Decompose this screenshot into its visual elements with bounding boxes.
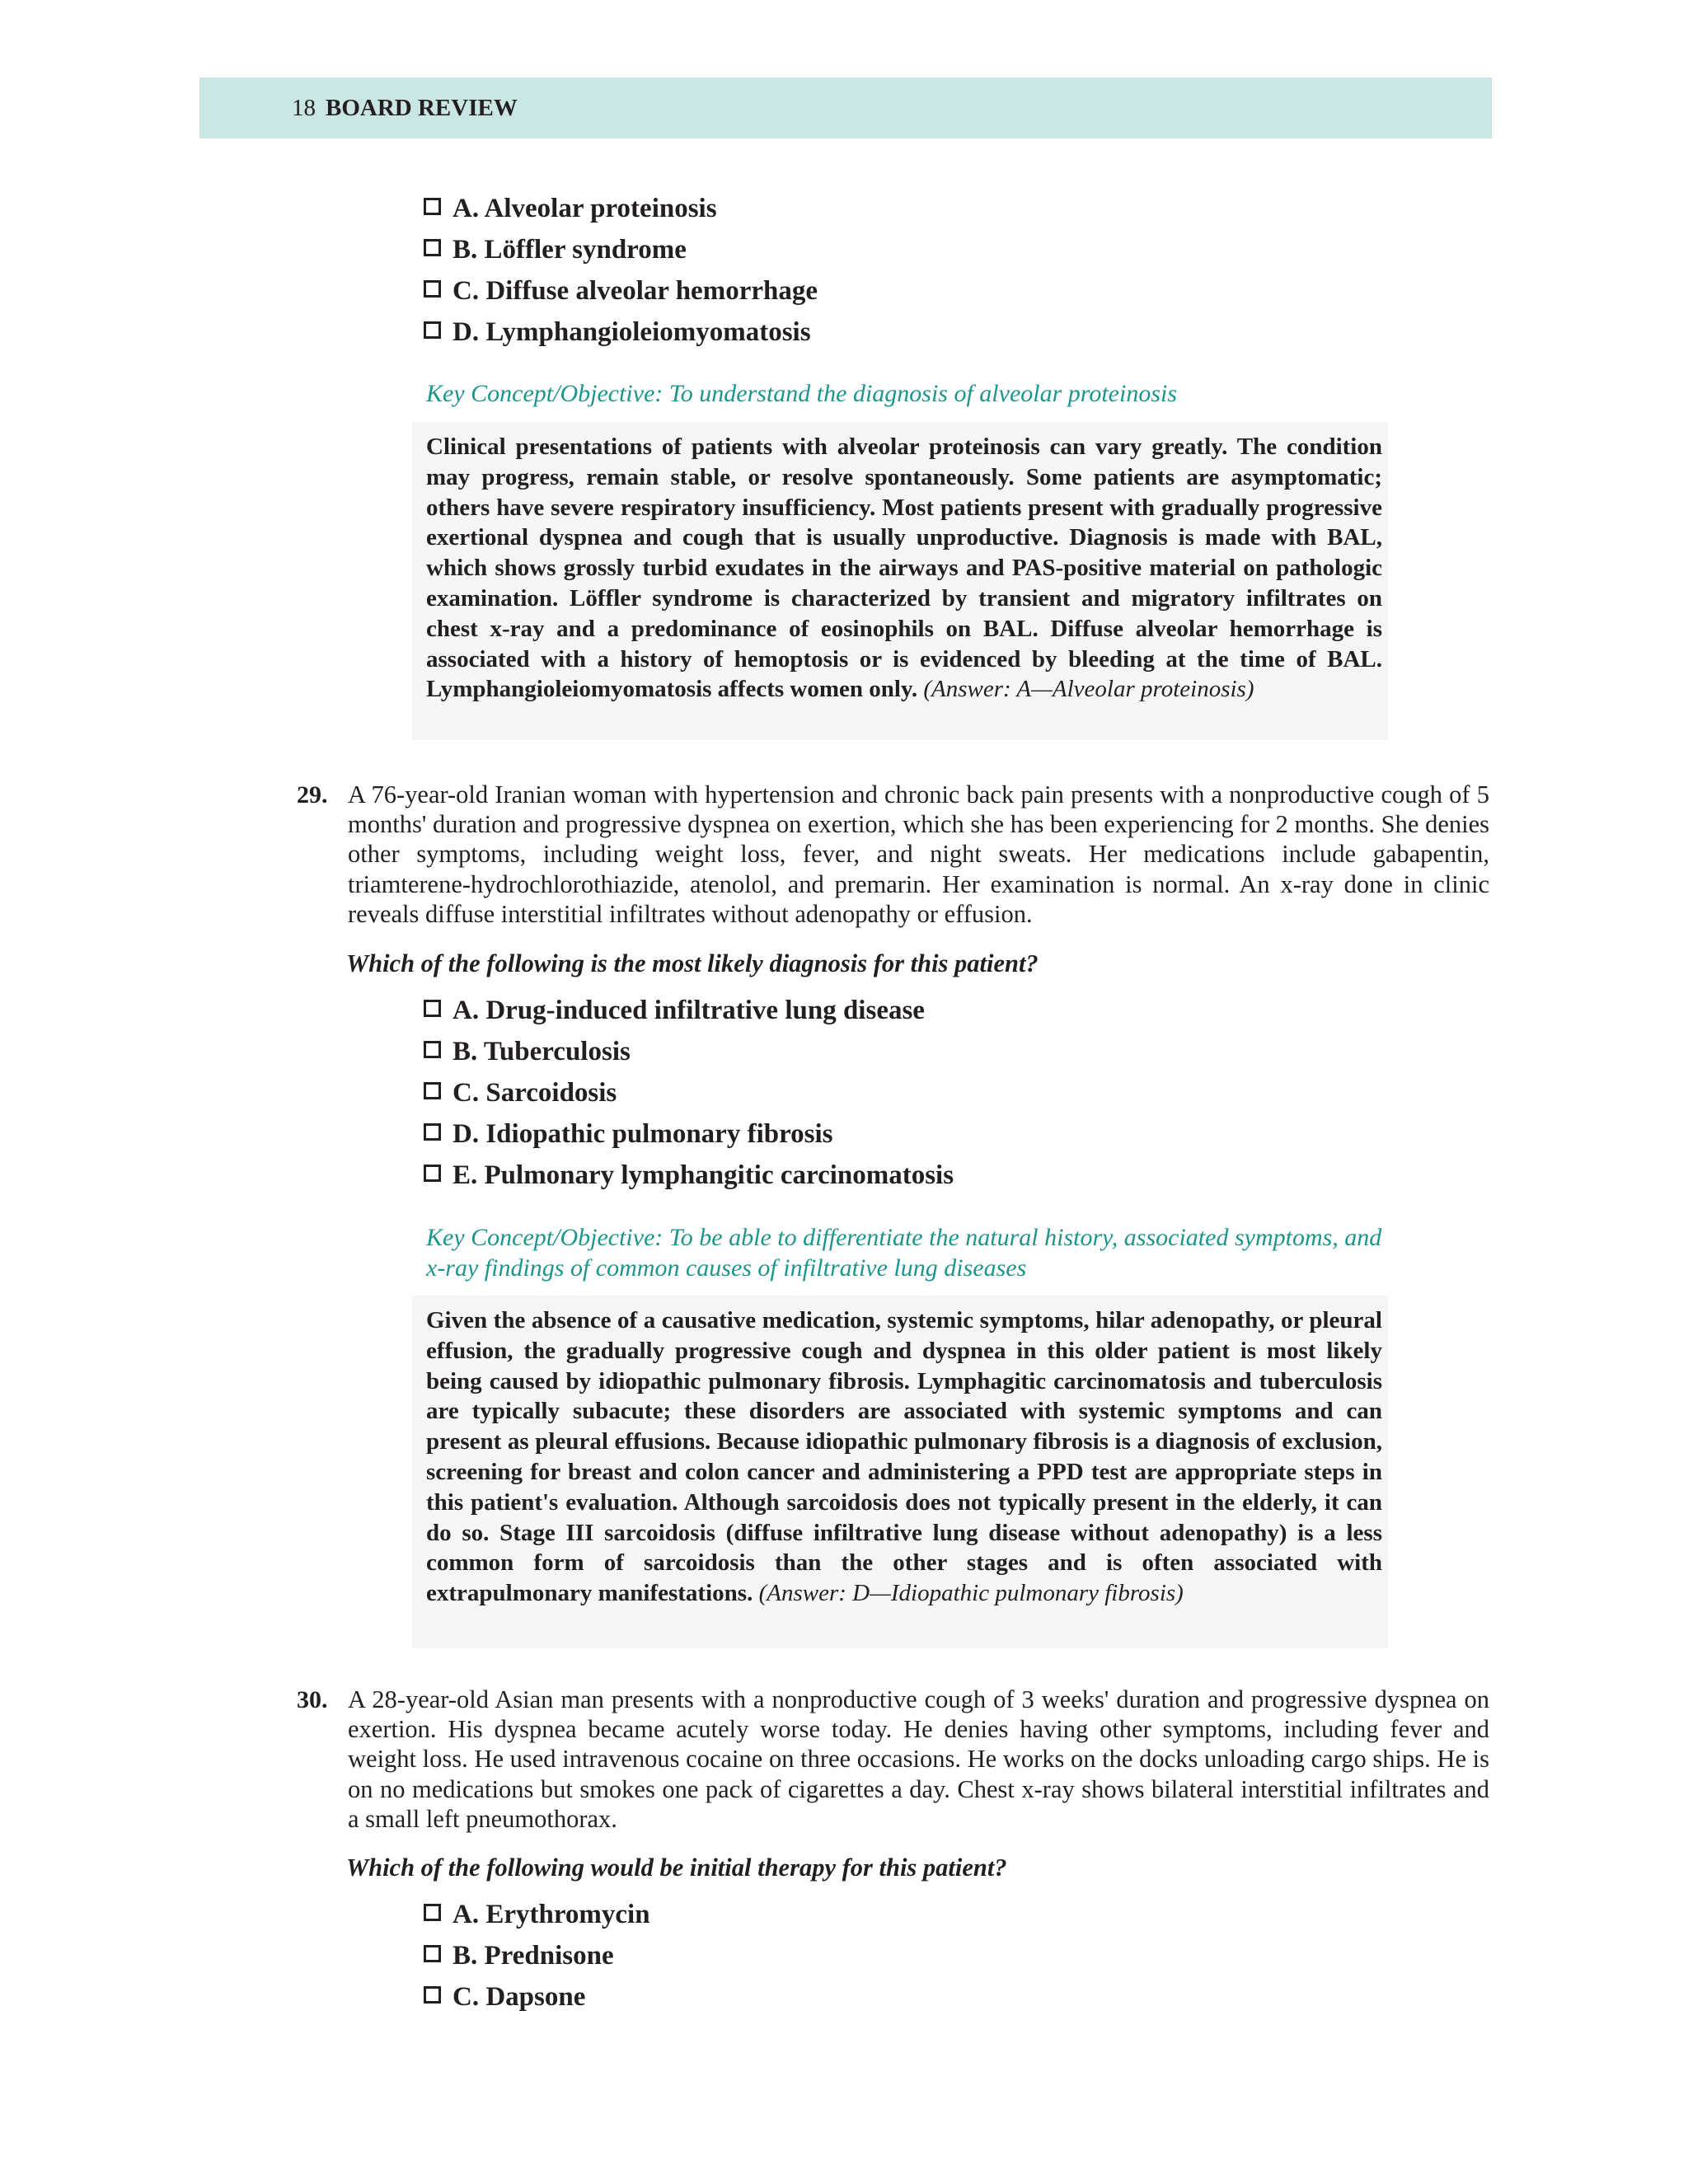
explanation-text: Given the absence of a causative medication, systemic symptoms, hilar adenopathy, or pleural effusion, the gradually progressive cough and dyspnea in this older patient is most likely being caused by idiopathic pulmonary fibrosis. Lymphagitic carcinomatosis and tuberculosis are typically subacute; these disorders are associated with systemic symptoms and can present as pleural effusions. Because idiopathic pulmonary fibrosis is a diagnosis of exclusion, screening for breast and colon cancer and administering a PPD test are appropriate steps in this patient's evaluation. Although sarcoidosis does not typically present in the elderly, it can do so. Stage III sarcoidosis (diffuse infiltrative lung disease without adenopathy) is a less common form of sarcoidosis than the other stages and is often associated with extrapulmonary manifestations. (Answer: D—Idiopathic pulmonary fibrosis) [426, 1307, 1382, 1607]
page-number: 18 [292, 95, 316, 121]
answer-key: (Answer: A—Alveolar proteinosis) [923, 676, 1254, 703]
answer-option[interactable]: A. Drug-induced infiltrative lung disease [424, 994, 925, 1027]
checkbox-icon[interactable] [424, 1945, 441, 1962]
key-concept: Key Concept/Objective: To understand the diagnosis of alveolar proteinosis [426, 380, 1178, 407]
answer-option[interactable]: C. Diffuse alveolar hemorrhage [424, 274, 818, 307]
checkbox-icon[interactable] [424, 1000, 441, 1017]
section-title: BOARD REVIEW [326, 95, 518, 121]
running-header [199, 77, 1492, 138]
answer-option[interactable]: E. Pulmonary lymphangitic carcinomatosis [424, 1159, 954, 1192]
checkbox-icon[interactable] [424, 280, 441, 298]
key-concept: Key Concept/Objective: To be able to differentiate the natural history, associated symptoms, and x-ray findings of common causes of infiltrative lung diseases [426, 1224, 1382, 1282]
question-prompt: Which of the following would be initial therapy for this patient? [346, 1854, 1007, 1882]
answer-option[interactable]: A. Alveolar proteinosis [424, 192, 717, 225]
answer-option[interactable]: D. Idiopathic pulmonary fibrosis [424, 1118, 833, 1151]
question-stem: A 28-year-old Asian man presents with a nonproductive cough of 3 weeks' duration and progressive dyspnea on exertion. His dyspnea became acutely worse today. He denies having other symptoms, including fever and weight loss. He used intravenous cocaine on three occasions. He works on the docks unloading cargo ships. He is on no medications but smokes one pack of cigarettes a day. Chest x-ray shows bilateral interstitial infiltrates and a small left pneumothorax. [348, 1685, 1489, 1833]
answer-option[interactable]: B. Tuberculosis [424, 1035, 631, 1068]
answer-option[interactable]: C. Sarcoidosis [424, 1076, 617, 1109]
checkbox-icon[interactable] [424, 1904, 441, 1921]
checkbox-icon[interactable] [424, 1123, 441, 1141]
answer-option[interactable]: B. Löffler syndrome [424, 233, 687, 266]
checkbox-icon[interactable] [424, 198, 441, 215]
answer-key: (Answer: D—Idiopathic pulmonary fibrosis) [758, 1580, 1184, 1607]
checkbox-icon[interactable] [424, 1165, 441, 1182]
explanation-text: Clinical presentations of patients with alveolar proteinosis can vary greatly. The condition may progress, remain stable, or resolve spontaneously. Some patients are asymptomatic; others have severe respiratory insufficiency. Most patients present with gradually progressive exertional dyspnea and cough that is usually unproductive. Diagnosis is made with BAL, which shows grossly turbid exudates in the airways and PAS-positive material on pathologic examination. Löffler syndrome is characterized by transient and migratory infiltrates on chest x-ray and a predominance of eosinophils on BAL. Diffuse alveolar hemorrhage is associated with a history of hemoptosis or is evidenced by bleeding at the time of BAL. Lymphangioleiomyomatosis affects women only. (Answer: A—Alveolar proteinosis) [426, 434, 1382, 703]
question-prompt: Which of the following is the most likely diagnosis for this patient? [346, 949, 1039, 977]
checkbox-icon[interactable] [424, 1986, 441, 2004]
checkbox-icon[interactable] [424, 239, 441, 256]
checkbox-icon[interactable] [424, 321, 441, 339]
checkbox-icon[interactable] [424, 1082, 441, 1099]
answer-option[interactable]: B. Prednisone [424, 1939, 614, 1972]
question-number: 30. [297, 1686, 328, 1713]
answer-option[interactable]: A. Erythromycin [424, 1898, 650, 1931]
question-number: 29. [297, 781, 328, 808]
answer-option[interactable]: C. Dapsone [424, 1980, 585, 2013]
question-stem: A 76-year-old Iranian woman with hypertension and chronic back pain presents with a nonproductive cough of 5 months' duration and progressive dyspnea on exertion, which she has been experiencing for 2 months. She denies other symptoms, including weight loss, fever, and night sweats. Her medications include gabapentin, triamterene-hydrochlorothiazide, atenolol, and premarin. Her examination is normal. An x-ray done in clinic reveals diffuse interstitial infiltrates without adenopathy or effusion. [348, 780, 1489, 928]
answer-option[interactable]: D. Lymphangioleiomyomatosis [424, 316, 811, 349]
header-text [292, 93, 518, 123]
checkbox-icon[interactable] [424, 1041, 441, 1058]
